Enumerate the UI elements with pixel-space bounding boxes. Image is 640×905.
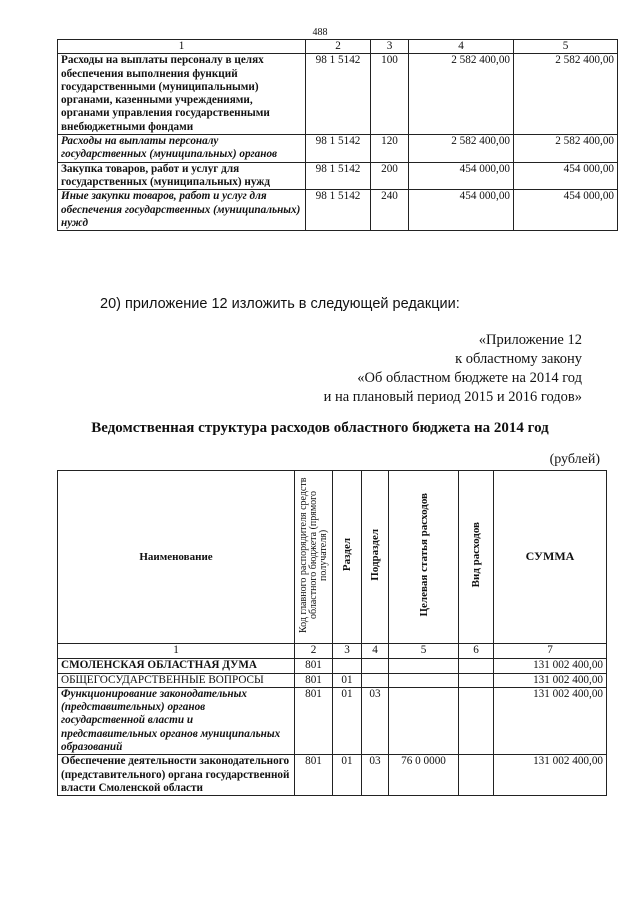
- document-title: Ведомственная структура расходов областного бюджета на 2014 год: [91, 420, 549, 436]
- row-exp-type: [459, 659, 494, 673]
- column-number: 1: [58, 40, 306, 54]
- column-number: 4: [409, 40, 514, 54]
- row-subsection: 03: [362, 687, 389, 754]
- appendix-line: «Приложение 12: [478, 332, 582, 348]
- row-sum: 131 002 400,00: [494, 755, 607, 796]
- row-exp-type: [459, 755, 494, 796]
- units-label: (рублей): [549, 452, 600, 467]
- row-name: Обеспечение деятельности законодательного (представительного) органа государственной власти Смоленской области: [58, 755, 295, 796]
- header-code: Код главного распорядителя средств областного бюджета (прямого получателя): [295, 471, 333, 644]
- page-number: 488: [312, 27, 328, 38]
- row-code: 801: [295, 687, 333, 754]
- table-row: [58, 673, 607, 687]
- row-code: 801: [295, 673, 333, 687]
- appendix-caption: [162, 331, 582, 407]
- row-target: 76 0 0000: [389, 755, 459, 796]
- row-code: 801: [295, 755, 333, 796]
- row-subsection: [362, 659, 389, 673]
- row-section: [333, 659, 362, 673]
- table-row: [58, 162, 618, 190]
- departmental-structure-table: [57, 470, 607, 796]
- row-subsection: 03: [362, 755, 389, 796]
- column-number: 2: [306, 40, 371, 54]
- column-number: 3: [333, 644, 362, 659]
- row-type: 240: [371, 190, 409, 231]
- appendix-line: и на плановый период 2015 и 2016 годов»: [323, 389, 582, 405]
- row-exp-type: [459, 673, 494, 687]
- row-name: ОБЩЕГОСУДАРСТВЕННЫЕ ВОПРОСЫ: [58, 673, 295, 687]
- row-sum: 2 582 400,00: [514, 54, 618, 135]
- row-target: [389, 673, 459, 687]
- row-subsection: [362, 673, 389, 687]
- row-name: СМОЛЕНСКАЯ ОБЛАСТНАЯ ДУМА: [58, 659, 295, 673]
- appendix-line: к областному закону: [455, 351, 582, 367]
- table-row: [58, 54, 618, 135]
- row-exp-type: [459, 687, 494, 754]
- row-sum: 131 002 400,00: [494, 673, 607, 687]
- row-sum: 454 000,00: [409, 162, 514, 190]
- row-section: 01: [333, 755, 362, 796]
- row-code: 98 1 5142: [306, 190, 371, 231]
- row-name: Закупка товаров, работ и услуг для государственных (муниципальных) нужд: [58, 162, 306, 190]
- header-name: Наименование: [58, 471, 295, 644]
- column-number: 1: [58, 644, 295, 659]
- column-number: 6: [459, 644, 494, 659]
- appendix-line: «Об областном бюджете на 2014 год: [357, 370, 582, 386]
- table-header-row: [58, 40, 618, 54]
- table-row: [58, 190, 618, 231]
- row-sum: 131 002 400,00: [494, 687, 607, 754]
- table-row: [58, 687, 607, 754]
- row-sum: 454 000,00: [514, 190, 618, 231]
- column-number: 5: [389, 644, 459, 659]
- row-section: 01: [333, 687, 362, 754]
- column-number-row: [58, 644, 607, 659]
- row-type: 100: [371, 54, 409, 135]
- column-number: 2: [295, 644, 333, 659]
- row-name: Функционирование законодательных (представительных) органов государственной власти и представительных органов муниципальных образований: [58, 687, 295, 754]
- row-section: 01: [333, 673, 362, 687]
- top-budget-table: [57, 39, 618, 231]
- row-name: Иные закупки товаров, работ и услуг для обеспечения государственных (муниципальных) нужд: [58, 190, 306, 231]
- amendment-text: 20) приложение 12 изложить в следующей редакции:: [100, 296, 460, 312]
- table-row: [58, 755, 607, 796]
- column-number: 7: [494, 644, 607, 659]
- header-subsection: Подраздел: [362, 471, 389, 644]
- row-code: 98 1 5142: [306, 54, 371, 135]
- table-header-row: [58, 471, 607, 644]
- row-code: 98 1 5142: [306, 135, 371, 163]
- table-row: [58, 135, 618, 163]
- header-sum: СУММА: [494, 471, 607, 644]
- table-row: [58, 659, 607, 673]
- column-number: 4: [362, 644, 389, 659]
- row-target: [389, 687, 459, 754]
- row-type: 200: [371, 162, 409, 190]
- row-sum: 454 000,00: [409, 190, 514, 231]
- header-exp-type: Вид расходов: [459, 471, 494, 644]
- row-sum: 2 582 400,00: [514, 135, 618, 163]
- row-sum: 2 582 400,00: [409, 135, 514, 163]
- row-code: 801: [295, 659, 333, 673]
- row-target: [389, 659, 459, 673]
- header-section: Раздел: [333, 471, 362, 644]
- row-sum: 131 002 400,00: [494, 659, 607, 673]
- header-target: Целевая статья расходов: [389, 471, 459, 644]
- column-number: 3: [371, 40, 409, 54]
- row-name: Расходы на выплаты персоналу в целях обеспечения выполнения функций государственными (муниципальными) органами, казенными учреждениями, органами управления государственными внебюджетными фондами: [58, 54, 306, 135]
- row-type: 120: [371, 135, 409, 163]
- row-code: 98 1 5142: [306, 162, 371, 190]
- row-sum: 454 000,00: [514, 162, 618, 190]
- column-number: 5: [514, 40, 618, 54]
- row-name: Расходы на выплаты персоналу государственных (муниципальных) органов: [58, 135, 306, 163]
- row-sum: 2 582 400,00: [409, 54, 514, 135]
